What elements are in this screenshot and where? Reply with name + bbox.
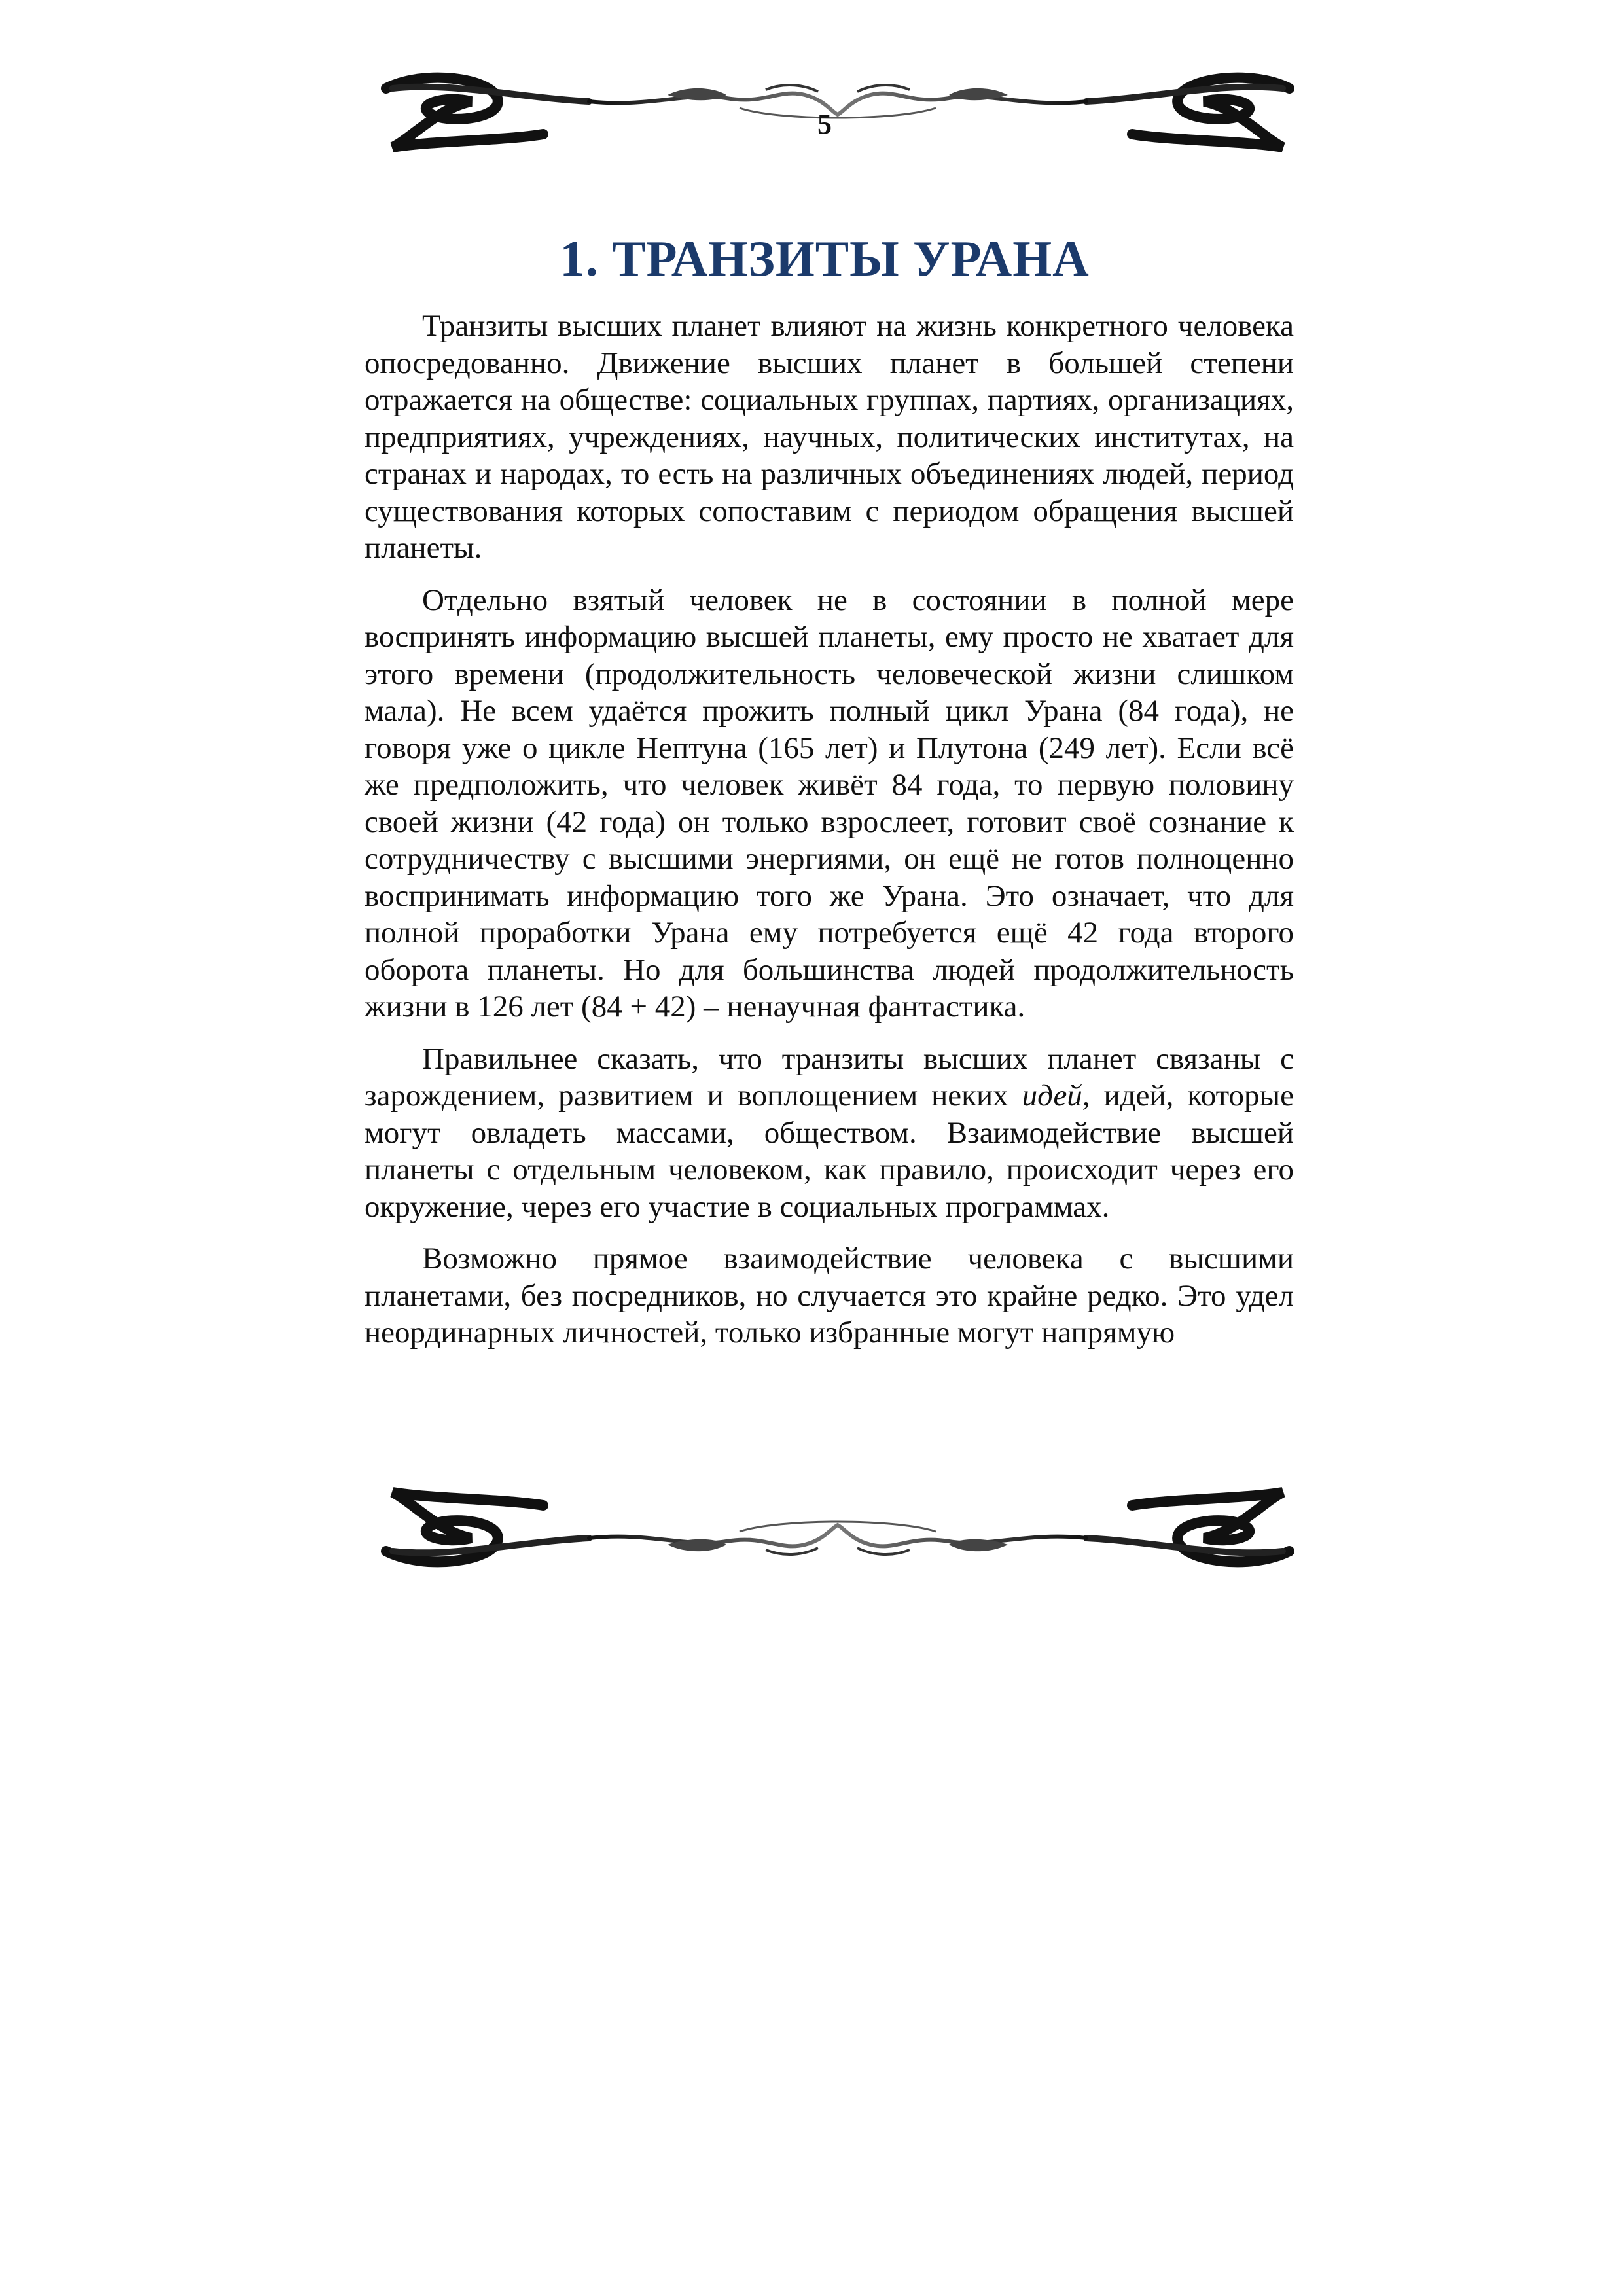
chapter-title: 1. ТРАНЗИТЫ УРАНА xyxy=(560,230,1090,287)
bottom-ornament-border xyxy=(373,1479,1302,1577)
paragraph-3-start: Правильнее сказать, что транзиты высших планет связаны с зарождением, развитием и воплощением неких xyxy=(365,1041,1294,1113)
bottom-scroll-ornament-icon xyxy=(373,1479,1302,1577)
paragraph-1: Транзиты высших планет влияют на жизнь конкретного человека опосредованно. Движение высших планет в большей степени отражается на обществе: социальных группах, партиях, организациях, предприятиях, учреждениях, научных, политических институтах, на странах и народах, то есть на различных объединениях людей, период существования которых сопоставим с периодом обращения высшей планеты. xyxy=(365,309,1294,565)
paragraph-4: Возможно прямое взаимодействие человека с высшими планетами, без посредников, но случается это крайне редко. Это удел неординарных личностей, только избранные могут напрямую xyxy=(365,1242,1294,1350)
paragraph-3 xyxy=(365,1041,1294,1226)
paragraph-2: Отдельно взятый человек не в состоянии в полной мере воспринять информацию высшей планеты, ему просто не хватает для этого времени (продолжительность человеческой жизни слишком мала). Не всем удаётся прожить полный цикл Урана (84 года), не говоря уже о цикле Нептуна (165 лет) и Плутона (249 лет). Если всё же предположить, что человек живёт 84 года, то первую половину своей жизни (42 года) он только взрослеет, готовит своё сознание к сотрудничеству с высшими энергиями, он ещё не готов полноценно воспринимать информацию того же Урана. Это означает, что для полной проработки Урана ему потребуется ещё 42 года второго оборота планеты. Но для большинства людей продолжительность жизни в 126 лет (84 + 42) – ненаучная фантастика. xyxy=(365,583,1294,1024)
paragraph-3-emphasis: идей, xyxy=(1022,1079,1090,1113)
text-body xyxy=(365,308,1294,1367)
paragraph-3-end: идей, которые могут овладеть массами, обществом. Взаимодействие высшей планеты с отдельным человеком, как правило, происходит через его окружение, через его участие в социальных программах. xyxy=(365,1079,1294,1224)
page-number: 5 xyxy=(817,108,832,140)
